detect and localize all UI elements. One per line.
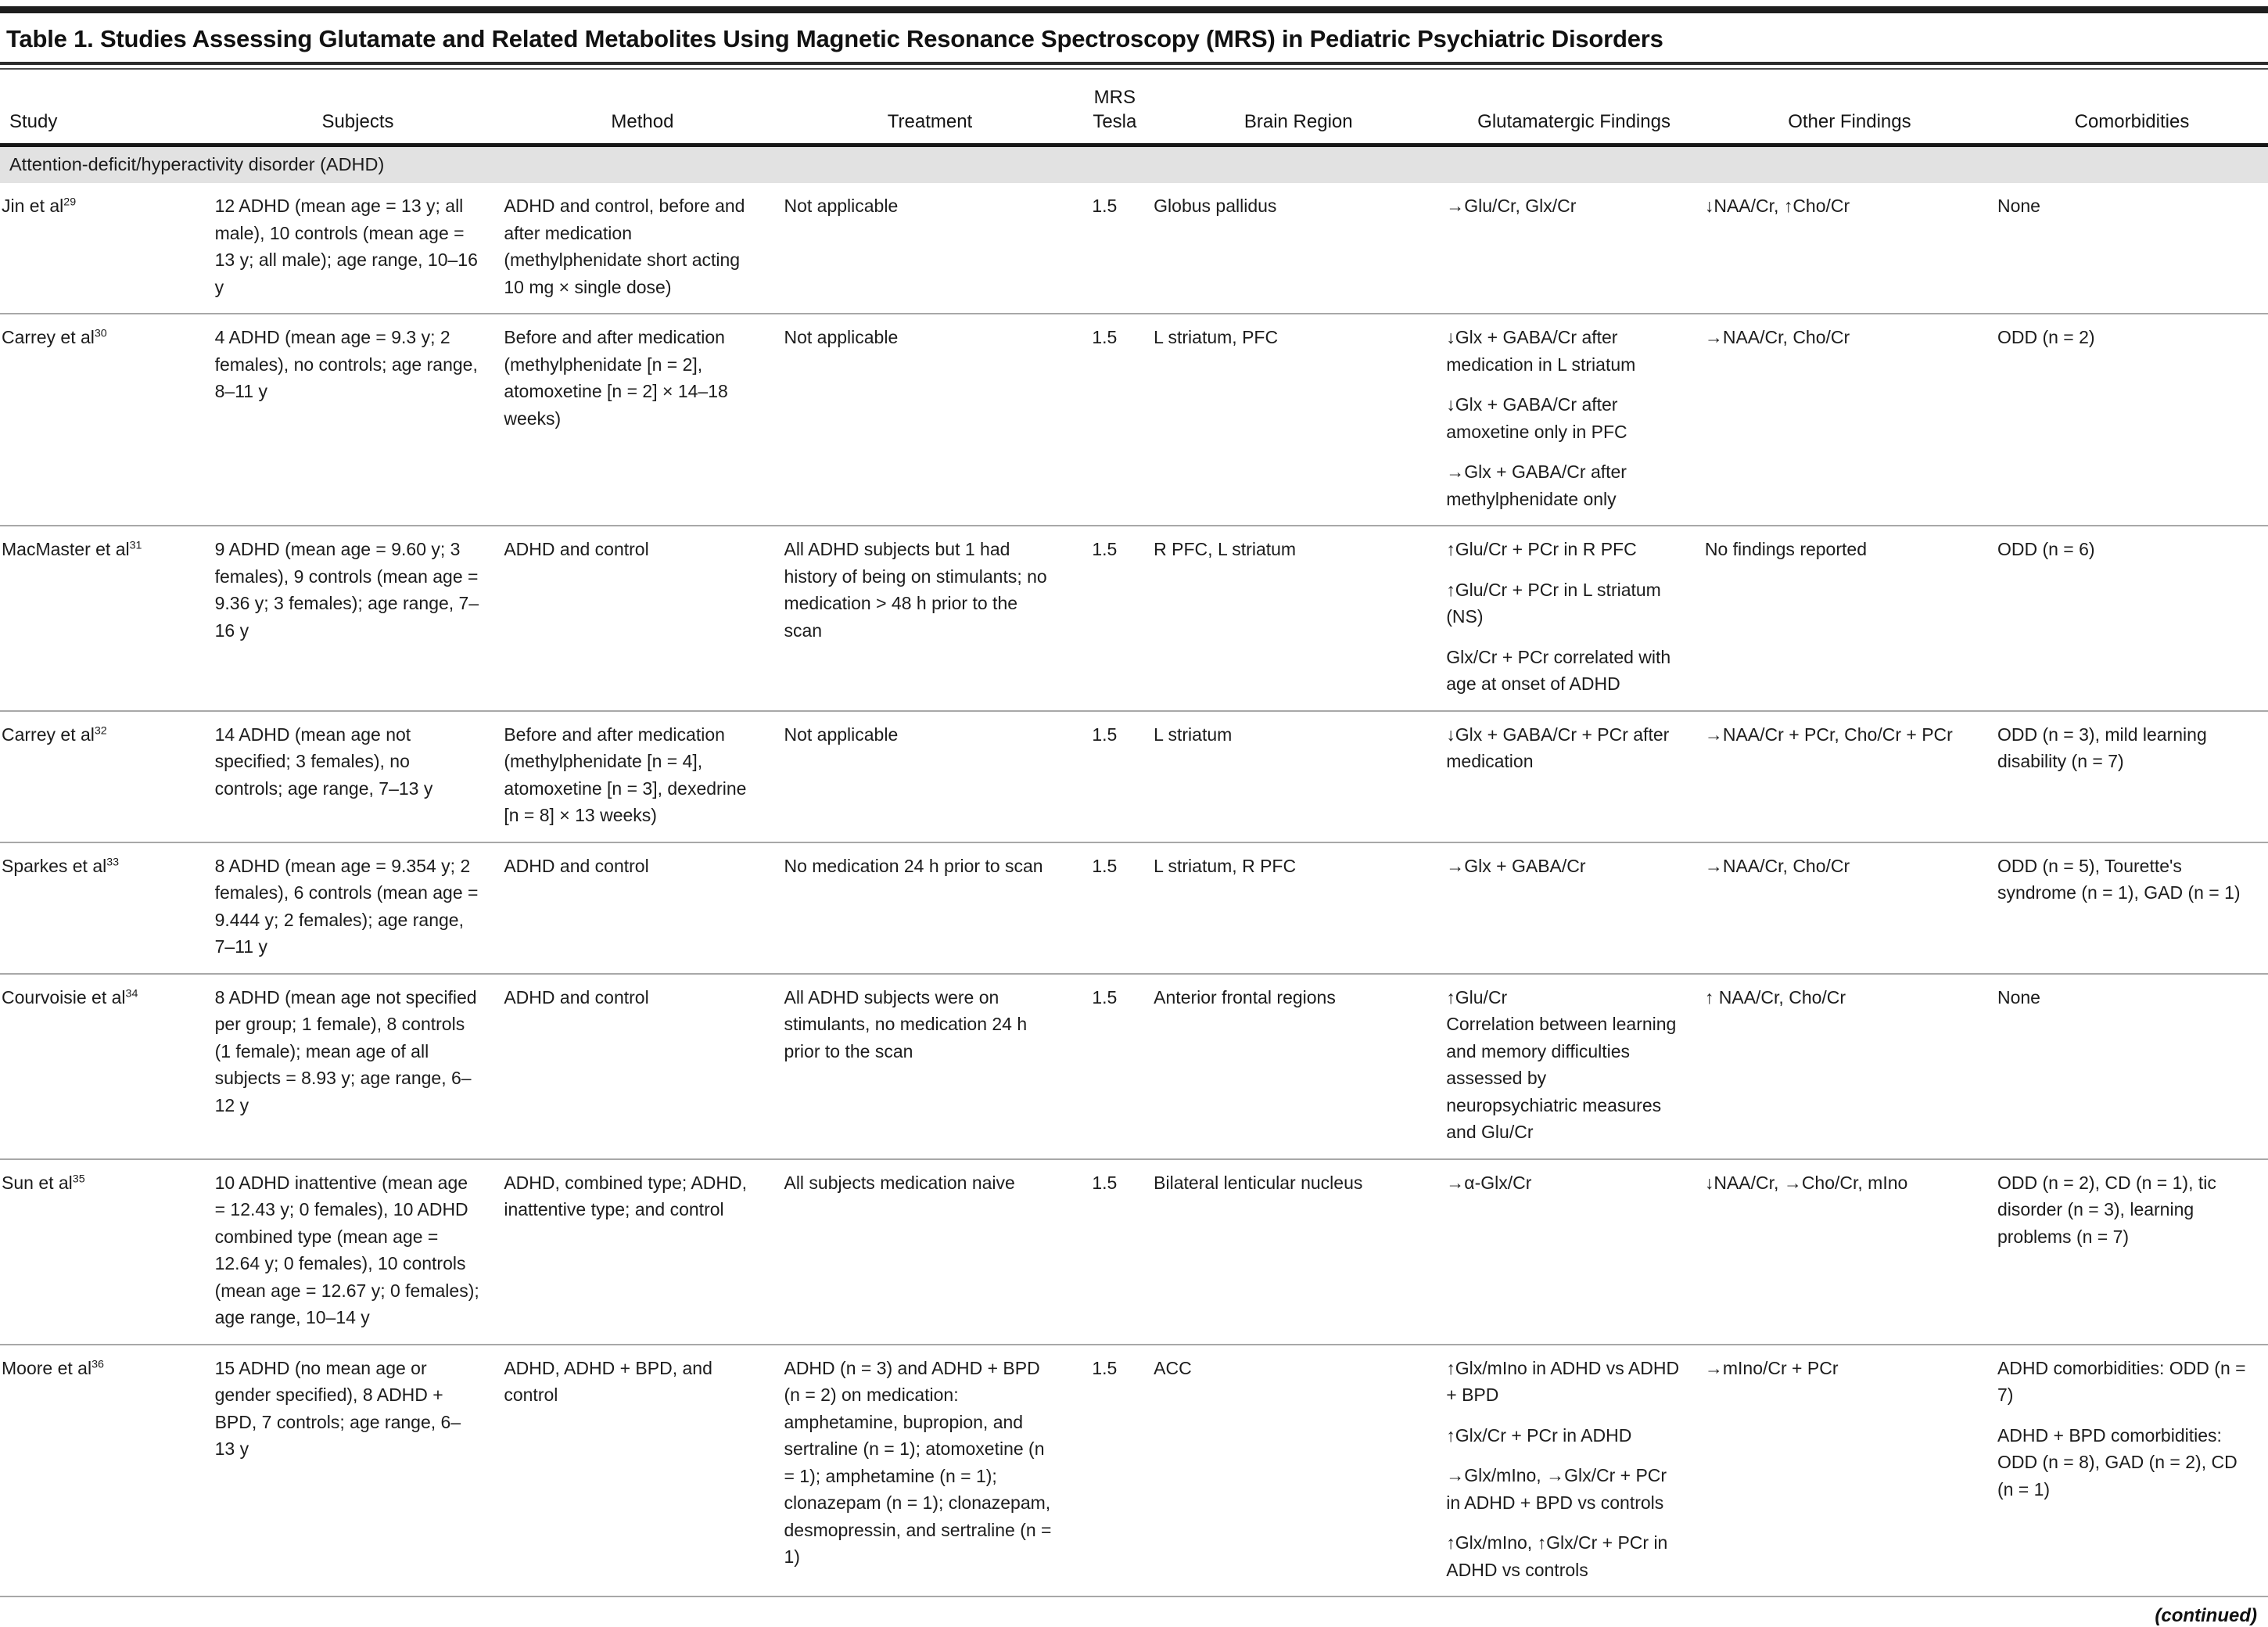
column-header-method: Method xyxy=(502,70,782,145)
study-cell xyxy=(0,1345,214,1597)
cell-text: Globus pallidus xyxy=(1154,196,1277,217)
column-header-comorbidities: Comorbidities xyxy=(1996,70,2268,145)
cell-text: ODD (n = 5), Tourette's syndrome (n = 1), GAD (n = 1) xyxy=(1997,855,2241,903)
cell-text: ↓Glx + GABA/Cr + PCr after medication xyxy=(1446,724,1670,772)
cell-text: →α-Glx/Cr xyxy=(1446,1172,1532,1193)
cell-text: ADHD, combined type; ADHD, inattentive type; and control xyxy=(504,1172,747,1220)
cell-text: 1.5 xyxy=(1092,1357,1118,1378)
study-name: Sun et al xyxy=(2,1172,73,1193)
table-row xyxy=(0,526,2268,711)
cell-text: ADHD and control, before and after medication (methylphenidate short acting 10 mg × single dose) xyxy=(504,196,745,297)
tesla-cell xyxy=(1077,1345,1152,1597)
top-rule xyxy=(0,6,2268,13)
brain-region-cell xyxy=(1152,183,1444,314)
cell-text: 15 ADHD (no mean age or gender specified), 8 ADHD + BPD, 7 controls; age range, 6–13 y xyxy=(214,1357,461,1460)
cell-text: 1.5 xyxy=(1092,539,1118,560)
other-findings-cell xyxy=(1703,1345,1996,1597)
title-double-rule xyxy=(0,62,2268,70)
method-cell xyxy=(502,526,782,711)
column-header-study: Study xyxy=(0,70,214,145)
brain-region-cell xyxy=(1152,842,1444,974)
study-cell xyxy=(0,314,214,526)
glutamatergic-findings-cell xyxy=(1444,974,1703,1159)
cell-text: ↑Glx/mIno in ADHD vs ADHD + BPD xyxy=(1446,1357,1680,1406)
brain-region-cell xyxy=(1152,1159,1444,1345)
subjects-cell xyxy=(214,974,503,1159)
glutamatergic-findings-cell xyxy=(1444,1345,1703,1597)
table-row xyxy=(0,183,2268,314)
glutamatergic-findings-cell xyxy=(1444,526,1703,711)
cell-text: ↓NAA/Cr, →Cho/Cr, mIno xyxy=(1704,1172,1908,1193)
reference-number: 31 xyxy=(129,539,142,552)
glutamatergic-findings-cell xyxy=(1444,842,1703,974)
glutamatergic-findings-cell xyxy=(1444,183,1703,314)
subjects-cell xyxy=(214,526,503,711)
column-header-subjects: Subjects xyxy=(214,70,503,145)
cell-text: →Glu/Cr, Glx/Cr xyxy=(1446,196,1577,217)
cell-text: ADHD and control xyxy=(504,539,649,560)
reference-number: 33 xyxy=(106,856,120,869)
method-cell xyxy=(502,1159,782,1345)
cell-text: L striatum, R PFC xyxy=(1154,855,1297,876)
column-header-other-findings: Other Findings xyxy=(1703,70,1996,145)
cell-text: Before and after medication (methylphenidate [n = 2], atomoxetine [n = 2] × 14–18 weeks) xyxy=(504,327,728,429)
table-row xyxy=(0,842,2268,974)
cell-text: L striatum xyxy=(1154,724,1233,745)
cell-text: 1.5 xyxy=(1092,1172,1118,1193)
other-findings-cell xyxy=(1703,842,1996,974)
other-findings-cell xyxy=(1703,314,1996,526)
study-name: Carrey et al xyxy=(2,724,95,745)
study-name: Courvoisie et al xyxy=(2,986,126,1007)
cell-text: ↓NAA/Cr, ↑Cho/Cr xyxy=(1704,196,1850,217)
comorbidities-cell xyxy=(1996,711,2268,842)
column-header-treatment: Treatment xyxy=(782,70,1077,145)
comorbidities-cell xyxy=(1996,974,2268,1159)
subjects-cell xyxy=(214,1159,503,1345)
cell-text: No medication 24 h prior to scan xyxy=(784,855,1043,876)
cell-text: ↑Glu/Cr + PCr in R PFC xyxy=(1446,539,1637,560)
cell-text: ↓Glx + GABA/Cr after medication in L striatum xyxy=(1446,327,1636,375)
treatment-cell xyxy=(782,1159,1077,1345)
cell-text: Not applicable xyxy=(784,724,899,745)
brain-region-cell xyxy=(1152,314,1444,526)
reference-number: 32 xyxy=(94,724,107,738)
tesla-cell xyxy=(1077,842,1152,974)
table-row xyxy=(0,1159,2268,1345)
glutamatergic-findings-cell xyxy=(1444,711,1703,842)
brain-region-cell xyxy=(1152,711,1444,842)
cell-text: All ADHD subjects were on stimulants, no medication 24 h prior to the scan xyxy=(784,986,1028,1061)
cell-text: Not applicable xyxy=(784,327,899,348)
cell-text: ↑Glx/mIno, ↑Glx/Cr + PCr in ADHD vs controls xyxy=(1446,1532,1668,1580)
other-findings-cell xyxy=(1703,711,1996,842)
cell-text: Not applicable xyxy=(784,196,899,217)
table-row xyxy=(0,1345,2268,1597)
method-cell xyxy=(502,974,782,1159)
reference-number: 34 xyxy=(125,987,138,1000)
method-cell xyxy=(502,314,782,526)
section-header-adhd: Attention-deficit/hyperactivity disorder (ADHD) xyxy=(0,145,2268,184)
treatment-cell xyxy=(782,314,1077,526)
cell-text: ADHD and control xyxy=(504,855,649,876)
method-cell xyxy=(502,842,782,974)
cell-text: 14 ADHD (mean age not specified; 3 females), no controls; age range, 7–13 y xyxy=(214,724,433,799)
study-cell xyxy=(0,974,214,1159)
cell-text: None xyxy=(1997,986,2040,1007)
cell-text: All subjects medication naive xyxy=(784,1172,1015,1193)
table-header xyxy=(0,70,2268,145)
cell-text: ODD (n = 2) xyxy=(1997,327,2095,348)
other-findings-cell xyxy=(1703,1159,1996,1345)
tesla-cell xyxy=(1077,526,1152,711)
subjects-cell xyxy=(214,842,503,974)
study-name: MacMaster et al xyxy=(2,539,130,560)
cell-text: ↑Glu/Cr Correlation between learning and memory difficulties assessed by neuropsychiatric measures and Glu/Cr xyxy=(1446,986,1677,1143)
treatment-cell xyxy=(782,183,1077,314)
cell-text: →NAA/Cr + PCr, Cho/Cr + PCr xyxy=(1704,724,1953,745)
tesla-cell xyxy=(1077,1159,1152,1345)
cell-text: ODD (n = 2), CD (n = 1), tic disorder (n = 3), learning problems (n = 7) xyxy=(1997,1172,2216,1247)
study-cell xyxy=(0,842,214,974)
cell-text: 4 ADHD (mean age = 9.3 y; 2 females), no controls; age range, 8–11 y xyxy=(214,327,478,402)
tesla-cell xyxy=(1077,711,1152,842)
column-header-brain-region: Brain Region xyxy=(1152,70,1444,145)
cell-text: Before and after medication (methylphenidate [n = 4], atomoxetine [n = 3], dexedrine [n = 8] × 13 weeks) xyxy=(504,724,747,826)
cell-text: ODD (n = 3), mild learning disability (n = 7) xyxy=(1997,724,2207,772)
cell-text: ADHD, ADHD + BPD, and control xyxy=(504,1357,712,1406)
other-findings-cell xyxy=(1703,183,1996,314)
cell-text: 8 ADHD (mean age not specified per group; 1 female), 8 controls (1 female); mean age of all subjects = 8.93 y; age range, 6–12 y xyxy=(214,986,477,1115)
comorbidities-cell xyxy=(1996,183,2268,314)
study-cell xyxy=(0,526,214,711)
cell-text: →mIno/Cr + PCr xyxy=(1704,1357,1839,1378)
other-findings-cell xyxy=(1703,974,1996,1159)
treatment-cell xyxy=(782,1345,1077,1597)
cell-text: 10 ADHD inattentive (mean age = 12.43 y; 0 females), 10 ADHD combined type (mean age = 12.64 y; 0 females), 10 controls (mean age = 12.67 y; 0 females); age range, 10–14 y xyxy=(214,1172,479,1328)
cell-text: 9 ADHD (mean age = 9.60 y; 3 females), 9 controls (mean age = 9.36 y; 3 females); age range, 7–16 y xyxy=(214,539,479,641)
cell-text: →Glx + GABA/Cr after methylphenidate only xyxy=(1446,462,1627,509)
comorbidities-cell xyxy=(1996,526,2268,711)
subjects-cell xyxy=(214,314,503,526)
cell-text: No findings reported xyxy=(1704,539,1867,560)
table-title: Table 1. Studies Assessing Glutamate and Related Metabolites Using Magnetic Resonance Spectroscopy (MRS) in Pediatric Psychiatric Disorders xyxy=(6,25,1663,52)
treatment-cell xyxy=(782,974,1077,1159)
subjects-cell xyxy=(214,711,503,842)
cell-text: 8 ADHD (mean age = 9.354 y; 2 females), 6 controls (mean age = 9.444 y; 2 females); age range, 7–11 y xyxy=(214,855,479,957)
cell-text: ADHD + BPD comorbidities: ODD (n = 8), GAD (n = 2), CD (n = 1) xyxy=(1997,1424,2237,1499)
comorbidities-cell xyxy=(1996,842,2268,974)
section-row xyxy=(0,145,2268,184)
treatment-cell xyxy=(782,842,1077,974)
method-cell xyxy=(502,711,782,842)
comorbidities-cell xyxy=(1996,1345,2268,1597)
brain-region-cell xyxy=(1152,526,1444,711)
study-cell xyxy=(0,711,214,842)
brain-region-cell xyxy=(1152,1345,1444,1597)
cell-text: 1.5 xyxy=(1092,986,1118,1007)
glutamatergic-findings-cell xyxy=(1444,1159,1703,1345)
cell-text: None xyxy=(1997,196,2040,217)
treatment-cell xyxy=(782,526,1077,711)
tesla-cell xyxy=(1077,183,1152,314)
reference-number: 36 xyxy=(92,1358,104,1371)
reference-number: 35 xyxy=(72,1173,85,1186)
cell-text: 1.5 xyxy=(1092,724,1118,745)
comorbidities-cell xyxy=(1996,314,2268,526)
other-findings-cell xyxy=(1703,526,1996,711)
column-header-mrs-tesla: MRS Tesla xyxy=(1077,70,1152,145)
table-body xyxy=(0,145,2268,1597)
method-cell xyxy=(502,183,782,314)
study-name: Moore et al xyxy=(2,1357,92,1378)
cell-text: ADHD (n = 3) and ADHD + BPD (n = 2) on medication: amphetamine, bupropion, and sertraline (n = 1); atomoxetine (n = 1); amphetamine (n = 1); clonazepam (n = 1); clonazepam, desmopressin, and sertraline (n = 1) xyxy=(784,1357,1052,1568)
continued-note: (continued) xyxy=(2155,1605,2257,1627)
method-cell xyxy=(502,1345,782,1597)
cell-text: →Glx/mIno, →Glx/Cr + PCr in ADHD + BPD vs controls xyxy=(1446,1465,1667,1513)
cell-text: →NAA/Cr, Cho/Cr xyxy=(1704,855,1850,876)
cell-text: Glx/Cr + PCr correlated with age at onset of ADHD xyxy=(1446,646,1671,695)
tesla-cell xyxy=(1077,314,1152,526)
studies-table xyxy=(0,70,2268,1597)
cell-text: 1.5 xyxy=(1092,855,1118,876)
study-name: Jin et al xyxy=(2,196,64,217)
header-row xyxy=(0,70,2268,145)
cell-text: 1.5 xyxy=(1092,196,1118,217)
study-cell xyxy=(0,183,214,314)
cell-text: →Glx + GABA/Cr xyxy=(1446,855,1586,876)
cell-text: ACC xyxy=(1154,1357,1192,1378)
treatment-cell xyxy=(782,711,1077,842)
study-name: Carrey et al xyxy=(2,327,95,348)
table-row xyxy=(0,314,2268,526)
cell-text: ADHD and control xyxy=(504,986,649,1007)
reference-number: 30 xyxy=(94,327,107,340)
table-row xyxy=(0,711,2268,842)
cell-text: 1.5 xyxy=(1092,327,1118,348)
cell-text: →NAA/Cr, Cho/Cr xyxy=(1704,327,1850,348)
cell-text: ↑Glu/Cr + PCr in L striatum (NS) xyxy=(1446,579,1661,627)
cell-text: ODD (n = 6) xyxy=(1997,539,2095,560)
study-name: Sparkes et al xyxy=(2,855,107,876)
cell-text: ↑ NAA/Cr, Cho/Cr xyxy=(1704,986,1846,1007)
subjects-cell xyxy=(214,183,503,314)
study-cell xyxy=(0,1159,214,1345)
reference-number: 29 xyxy=(63,196,77,209)
cell-text: Bilateral lenticular nucleus xyxy=(1154,1172,1363,1193)
brain-region-cell xyxy=(1152,974,1444,1159)
cell-text: 12 ADHD (mean age = 13 y; all male), 10 controls (mean age = 13 y; all male); age range, 10–16 y xyxy=(214,196,478,297)
column-header-glutamatergic-findings: Glutamatergic Findings xyxy=(1444,70,1703,145)
cell-text: R PFC, L striatum xyxy=(1154,539,1297,560)
cell-text: All ADHD subjects but 1 had history of being on stimulants; no medication > 48 h prior to the scan xyxy=(784,539,1047,641)
subjects-cell xyxy=(214,1345,503,1597)
cell-text: L striatum, PFC xyxy=(1154,327,1279,348)
cell-text: Anterior frontal regions xyxy=(1154,986,1336,1007)
comorbidities-cell xyxy=(1996,1159,2268,1345)
glutamatergic-findings-cell xyxy=(1444,314,1703,526)
table-row xyxy=(0,974,2268,1159)
tesla-cell xyxy=(1077,974,1152,1159)
cell-text: ADHD comorbidities: ODD (n = 7) xyxy=(1997,1357,2246,1406)
cell-text: ↑Glx/Cr + PCr in ADHD xyxy=(1446,1424,1632,1446)
cell-text: ↓Glx + GABA/Cr after amoxetine only in PFC xyxy=(1446,394,1627,442)
